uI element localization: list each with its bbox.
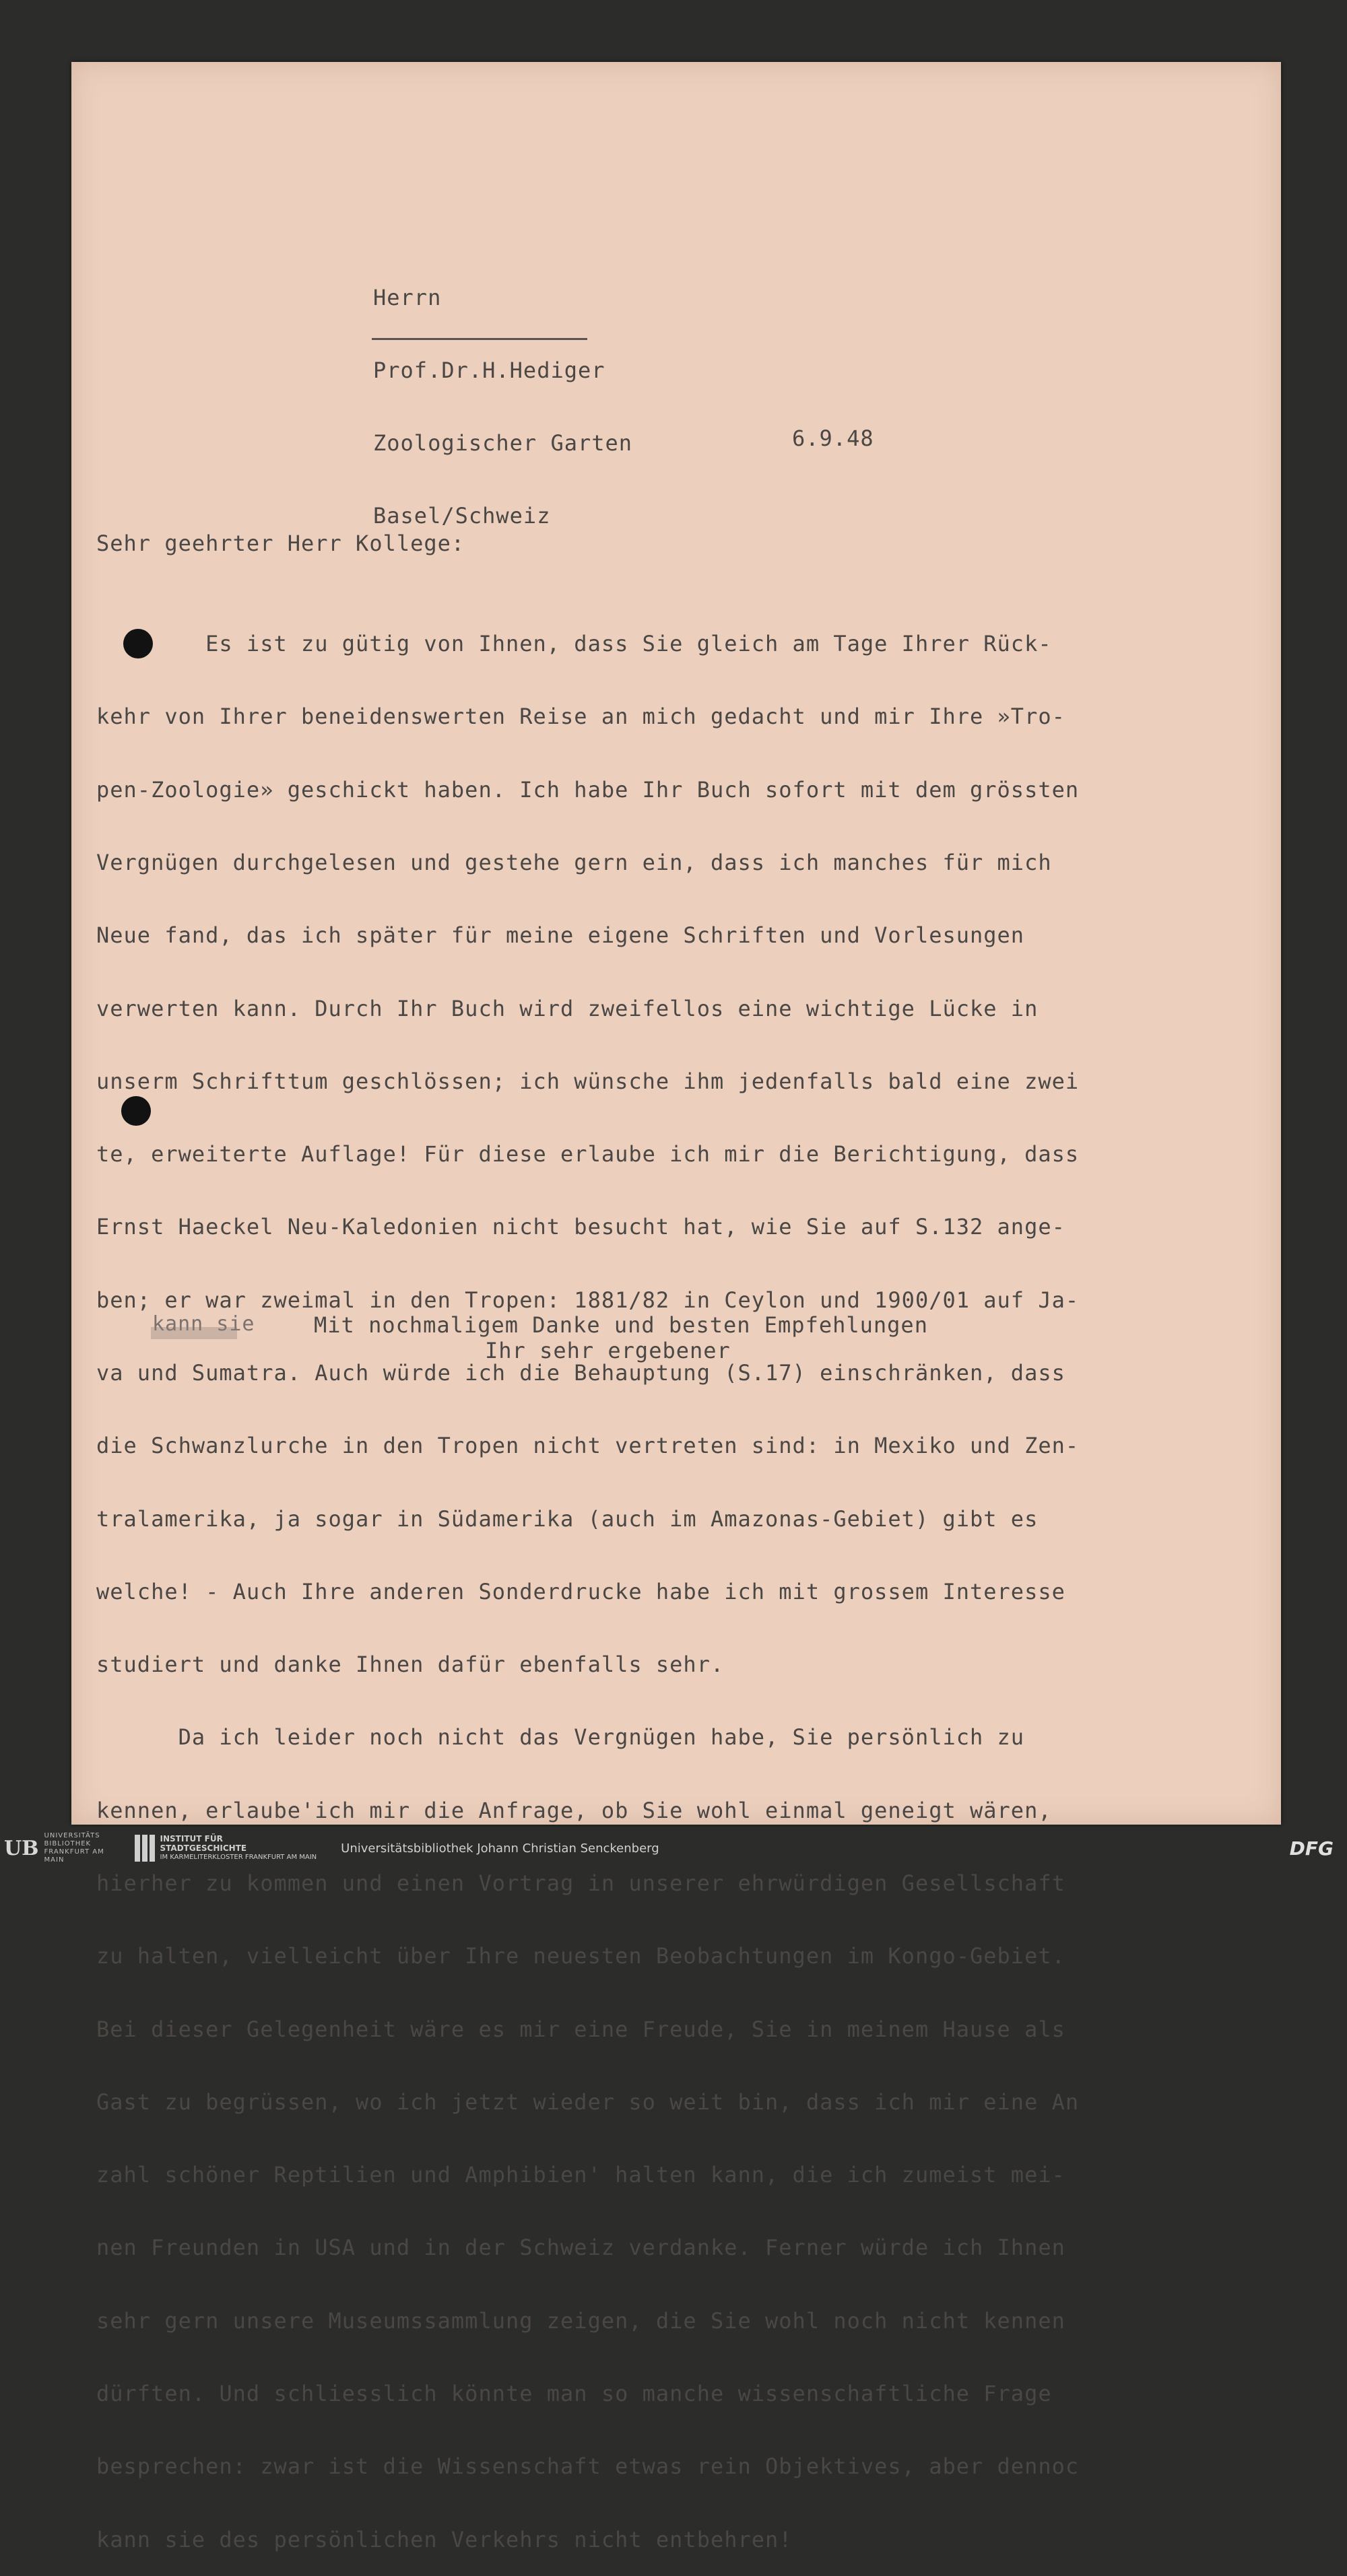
- body-line: kehr von Ihrer beneidenswerten Reise an mich gedacht und mir Ihre »Tro-: [96, 704, 1065, 730]
- body-line: unserm Schrifttum geschlössen; ich wünsche ihm jedenfalls bald eine zwei: [96, 1068, 1080, 1094]
- body-line: welche! - Auch Ihre anderen Sonderdrucke habe ich mit grossem Interesse: [96, 1578, 1065, 1604]
- body-line: dürften. Und schliesslich könnte man so manche wissenschaftliche Frage: [96, 2380, 1052, 2406]
- letter-date: 6.9.48: [792, 426, 874, 451]
- body-line: nen Freunden in USA und in der Schweiz verdanke. Ferner würde ich Ihnen: [96, 2235, 1065, 2261]
- body-line: kennen, erlaube'ich mir die Anfrage, ob Sie wohl einmal geneigt wären,: [96, 1797, 1052, 1823]
- address-line: Prof.Dr.H.Hediger: [373, 358, 605, 383]
- salutation: Sehr geehrter Herr Kollege:: [96, 531, 465, 556]
- body-line: zahl schöner Reptilien und Amphibien' halten kann, die ich zumeist mei-: [96, 2162, 1065, 2188]
- body-line: hierher zu kommen und einen Vortrag in unserer ehrwürdigen Gesellschaft: [96, 1870, 1065, 1896]
- isg-emblem-icon: [135, 1835, 155, 1862]
- body-line: pen-Zoologie» geschickt haben. Ich habe Ihr Buch sofort mit dem grössten: [96, 776, 1080, 803]
- body-line: die Schwanzlurche in den Tropen nicht vertreten sind: in Mexiko und Zen-: [96, 1433, 1080, 1459]
- address-line: Zoologischer Garten: [373, 430, 633, 456]
- address-underline: [372, 338, 587, 340]
- body-line: Ernst Haeckel Neu-Kaledonien nicht besucht hat, wie Sie auf S.132 ange-: [96, 1214, 1065, 1240]
- body-line: Bei dieser Gelegenheit wäre es mir eine Freude, Sie in meinem Hause als: [96, 2016, 1065, 2042]
- strikethrough-mark: [151, 1327, 237, 1339]
- address-line: Basel/Schweiz: [373, 503, 551, 529]
- body-line: verwerten kann. Durch Ihr Buch wird zweifellos eine wichtige Lücke in: [96, 995, 1039, 1021]
- body-line: studiert und danke Ihnen dafür ebenfalls sehr.: [96, 1652, 725, 1678]
- isg-line: STADTGESCHICHTE: [160, 1843, 247, 1853]
- dfg-logo: DFG: [1289, 1837, 1334, 1860]
- body-line: besprechen: zwar ist die Wissenschaft etwas rein Objektives, aber dennoc: [96, 2453, 1080, 2480]
- body-line: va und Sumatra. Auch würde ich die Behauptung (S.17) einschränken, dass: [96, 1360, 1065, 1386]
- isg-line: IM KARMELITERKLOSTER FRANKFURT AM MAIN: [160, 1854, 317, 1861]
- body-line: te, erweiterte Auflage! Für diese erlaube ich mir die Berichtigung, dass: [96, 1141, 1080, 1167]
- body-line: tralamerika, ja sogar in Südamerika (auch im Amazonas-Gebiet) gibt es: [96, 1505, 1039, 1532]
- address-line: Herrn: [373, 285, 442, 310]
- body-line: ben; er war zweimal in den Tropen: 1881/82 in Ceylon und 1900/01 auf Ja-: [96, 1287, 1080, 1313]
- body-line: Da ich leider noch nicht das Vergnügen habe, Sie persönlich zu: [96, 1724, 1025, 1751]
- body-line: Gast zu begrüssen, wo ich jetzt wieder so weit bin, dass ich mir eine An: [96, 2089, 1080, 2115]
- isg-logo-text: [160, 1835, 317, 1862]
- ub-logo: UB: [4, 1836, 39, 1860]
- recipient-address: [373, 237, 632, 552]
- isg-logo: [135, 1835, 317, 1862]
- isg-line: INSTITUT FÜR: [160, 1834, 223, 1843]
- ub-logo-subtitle: UNIVERSITÄTS BIBLIOTHEK FRANKFURT AM MAIN: [44, 1832, 104, 1864]
- footer-bar: [0, 1825, 1347, 1872]
- body-line: sehr gern unsere Museumssammlung zeigen, die Sie wohl noch nicht kennen: [96, 2307, 1065, 2334]
- struck-out-text: kann sie: [152, 1312, 255, 1336]
- body-line: Vergnügen durchgelesen und gestehe gern ein, dass ich manches für mich: [96, 850, 1052, 876]
- footer-caption: Universitätsbibliothek Johann Christian Senckenberg: [341, 1841, 659, 1856]
- body-line: Es ist zu gütig von Ihnen, dass Sie gleich am Tage Ihrer Rück-: [96, 631, 1052, 657]
- letter-body: [96, 583, 1079, 2576]
- signoff-line: Ihr sehr ergebener: [485, 1338, 731, 1363]
- closing-line: Mit nochmaligem Danke und besten Empfehlungen: [314, 1312, 928, 1338]
- body-line: kann sie des persönlichen Verkehrs nicht entbehren!: [96, 2526, 793, 2552]
- body-line: zu halten, vielleicht über Ihre neuesten Beobachtungen im Kongo-Gebiet.: [96, 1943, 1065, 1969]
- body-line: Neue fand, das ich später für meine eigene Schriften und Vorlesungen: [96, 922, 1025, 949]
